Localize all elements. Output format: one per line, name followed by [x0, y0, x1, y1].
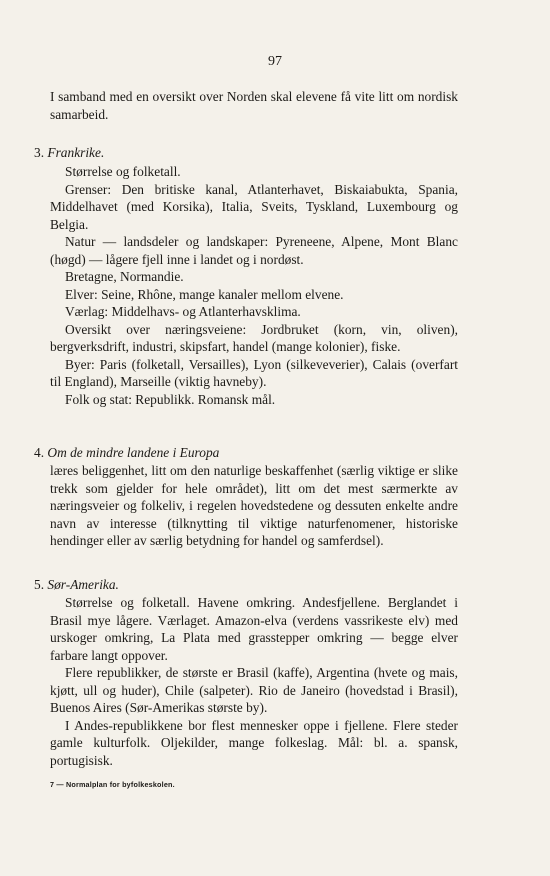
section-body-mindre-landene [50, 462, 458, 550]
paragraph: Natur — landsdeler og landskaper: Pyreneene, Alpene, Mont Blanc (høgd) — lågere fjell inne i landet og i nordøst. [50, 234, 458, 267]
section-heading-sor-amerika [34, 576, 119, 594]
paragraph: Folk og stat: Republikk. Romansk mål. [65, 391, 276, 407]
section-title: Sør-Amerika. [47, 577, 119, 592]
paragraph: Oversikt over næringsveiene: Jordbruket (korn, vin, oliven), bergverksdrift, industri, skipsfart, handel (mange kolonier), fiske. [50, 321, 458, 354]
section-number: 4. [34, 445, 45, 460]
paragraph: Elver: Seine, Rhône, mange kanaler mellom elvene. [65, 286, 344, 302]
paragraph: Størrelse og folketall. Havene omkring. Andesfjellene. Berglandet i Brasil mye lågere. Værlaget. Amazon-elva (verdens vassrikeste elv) med urskoger omkring, La Plata med grasstepper omkring — begge elver farbare langt oppover. [50, 595, 458, 663]
paragraph: Grenser: Den britiske kanal, Atlanterhavet, Biskaiabukta, Spania, Middelhavet (med Korsika), Italia, Sveits, Tyskland, Luxembourg og Belgia. [50, 181, 458, 232]
intro-paragraph [50, 88, 458, 123]
paragraph: Flere republikker, de største er Brasil (kaffe), Argentina (hvete og mais, kjøtt, ull og huder), Chile (salpeter). Rio de Janeiro (hovedstad i Brasil), Buenos Aires (Sør-Amerikas største by). [50, 665, 458, 715]
section-heading-frankrike [34, 144, 104, 162]
paragraph: I Andes-republikkene bor flest mennesker oppe i fjellene. Flere steder gamle kulturfolk. Oljekilder, mange folkeslag. Mål: bl. a. spansk, portugisisk. [50, 717, 458, 768]
paragraph: læres beliggenhet, litt om den naturlige beskaffenhet (særlig viktige er slike trekk som gjelder for hele området), litt om det mest særmerkte av næringsveier og folkeliv, i regelen hovedstedene og dessuten enkelte andre navn av interesse (tilknytting til viktige naturfenomener, historiske hendinger eller av særlig betydning for handel og samferdsel). [50, 463, 458, 548]
section-body-sor-amerika [50, 594, 458, 769]
section-number: 3. [34, 145, 45, 160]
section-title: Frankrike. [47, 145, 105, 160]
intro-text: I samband med en oversikt over Norden skal elevene få vite litt om nordisk samarbeid. [50, 89, 458, 122]
section-body-frankrike [50, 163, 458, 408]
page-number: 97 [268, 54, 282, 69]
footnote: 7 — Normalplan for byfolkeskolen. [50, 780, 175, 789]
section-number: 5. [34, 577, 45, 592]
paragraph: Bretagne, Normandie. [65, 269, 184, 284]
paragraph: Størrelse og folketall. [65, 164, 181, 179]
section-heading-mindre-landene [34, 444, 219, 462]
paragraph: Værlag: Middelhavs- og Atlanterhavsklima. [65, 304, 301, 319]
paragraph: Byer: Paris (folketall, Versailles), Lyon (silkeveverier), Calais (overfart til England), Marseille (viktig havneby). [50, 356, 458, 389]
section-title: Om de mindre landene i Europa [47, 445, 220, 460]
